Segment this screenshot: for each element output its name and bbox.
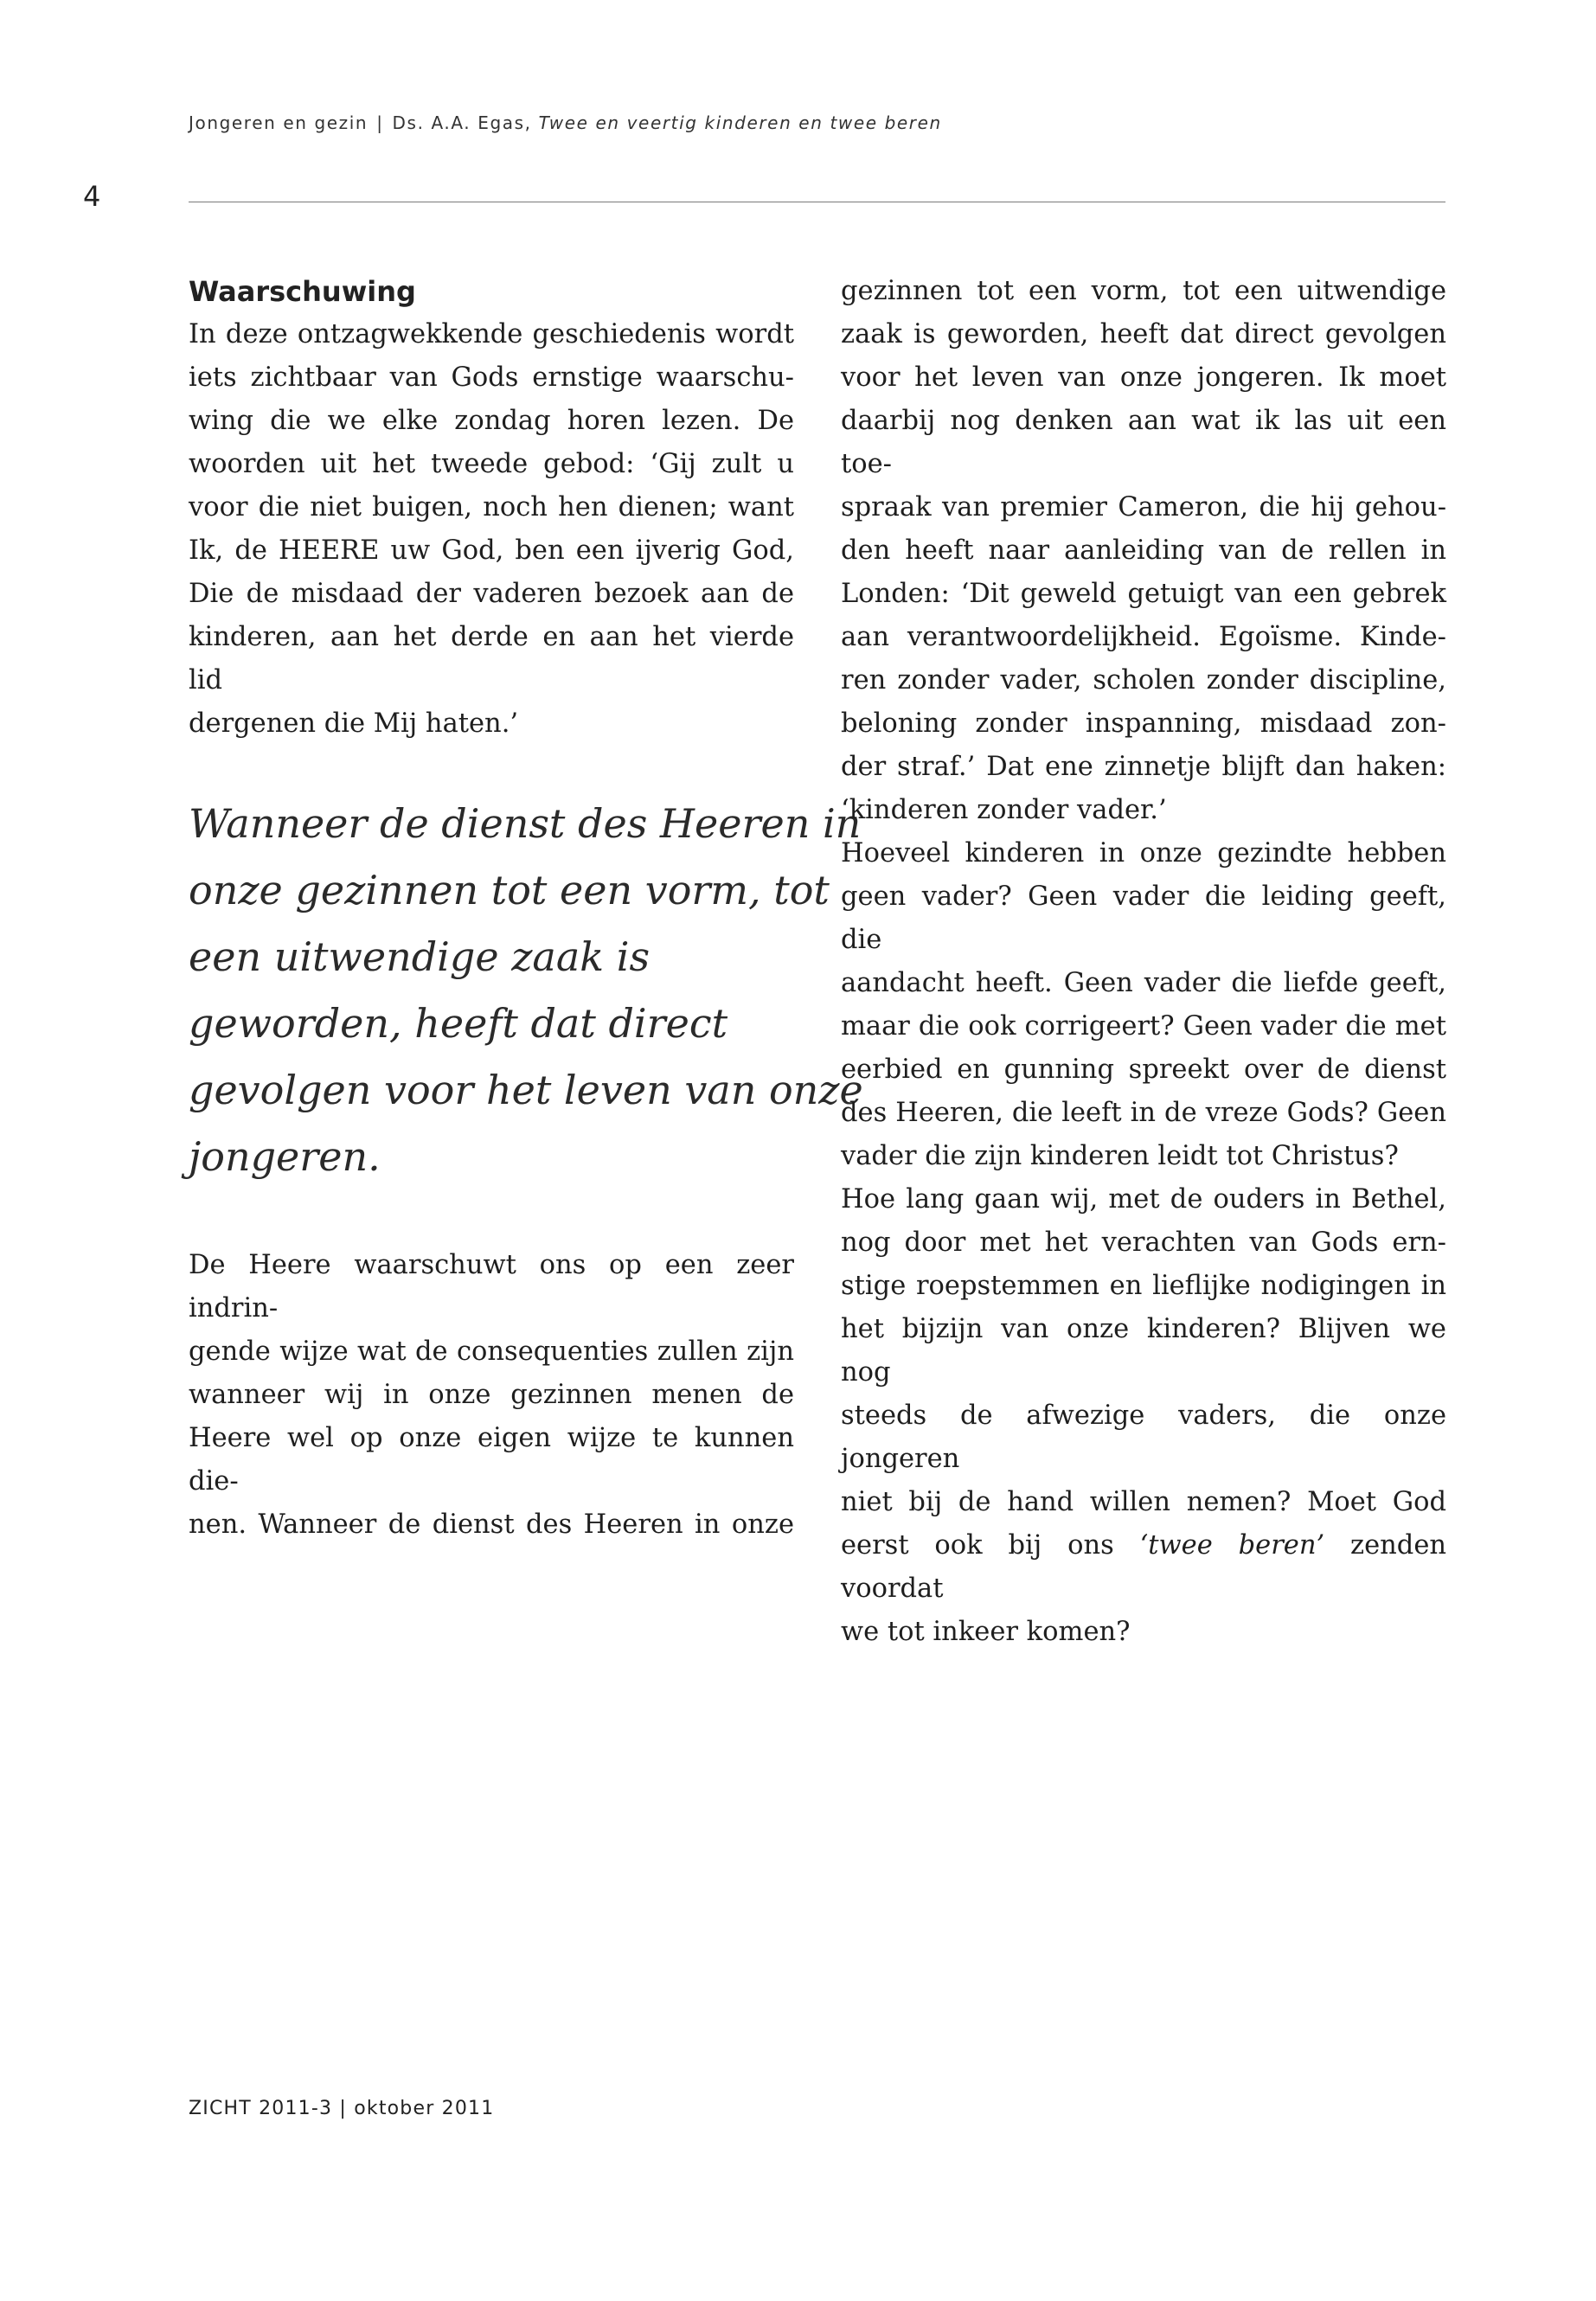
text-line: voor die niet buigen, noch hen dienen; want [189, 492, 794, 522]
text-line: wing die we elke zondag horen lezen. De [189, 406, 794, 436]
text-line: iets zichtbaar van Gods ernstige waarschu- [189, 362, 794, 393]
paragraph-warning [189, 313, 794, 746]
page-number: 4 [83, 180, 101, 213]
pull-quote-line: Wanneer de dienst des Heeren in [189, 800, 862, 847]
footer-issue-info: ZICHT 2011-3 | oktober 2011 [189, 2098, 495, 2119]
pull-quote-line: gevolgen voor het leven van onze [189, 1067, 863, 1113]
pull-quote [189, 791, 863, 1190]
text-line: den heeft naar aanleiding van de rellen in [841, 535, 1446, 566]
pull-quote-line: geworden, heeft dat direct [189, 1000, 728, 1047]
text-line: Heere wel op onze eigen wijze te kunnen die- [189, 1423, 794, 1497]
text-line: Hoe lang gaan wij, met de ouders in Bethel, [841, 1184, 1446, 1215]
text-line: der straf.’ Dat ene zinnetje blijft dan haken: [841, 752, 1446, 782]
text-line: zaak is geworden, heeft dat direct gevolgen [841, 319, 1446, 349]
text-line: Londen: ‘Dit geweld getuigt van een gebrek [841, 579, 1446, 609]
running-head-author: Ds. A.A. Egas, [392, 112, 532, 133]
text-line: gezinnen tot een vorm, tot een uitwendige [841, 276, 1446, 306]
text-line: nen. Wanneer de dienst des Heeren in onze [189, 1509, 794, 1540]
text-line: kinderen, aan het derde en aan het vierde lid [189, 622, 794, 695]
paragraph-consequences [189, 1244, 794, 1547]
left-column [189, 270, 863, 1547]
text-line: gende wijze wat de consequenties zullen zijn [189, 1336, 794, 1367]
right-column [841, 270, 1446, 1654]
text-line: De Heere waarschuwt ons op een zeer indrin- [189, 1250, 794, 1324]
text-line: Hoeveel kinderen in onze gezindte hebben [841, 838, 1446, 868]
running-head-article-title: Twee en veertig kinderen en twee beren [538, 112, 942, 133]
text-line: niet bij de hand willen nemen? Moet God [841, 1487, 1446, 1517]
text-line: aan verantwoordelijkheid. Egoïsme. Kinde- [841, 622, 1446, 652]
text-line: het bijzijn van onze kinderen? Blijven we nog [841, 1314, 1446, 1388]
text-line: voor het leven van onze jongeren. Ik moet [841, 362, 1446, 393]
text-line: beloning zonder inspanning, misdaad zon- [841, 708, 1446, 739]
text-line: Die de misdaad der vaderen bezoek aan de [189, 579, 794, 609]
italic-phrase: ‘twee beren’ [1139, 1530, 1325, 1561]
text-line: aandacht heeft. Geen vader die liefde geeft, [841, 968, 1446, 998]
pull-quote-line: een uitwendige zaak is [189, 933, 651, 980]
text-line-with-italic [841, 1524, 1446, 1611]
text-line: woorden uit het tweede gebod: ‘Gij zult u [189, 449, 794, 479]
text-line: daarbij nog denken aan wat ik las uit een toe- [841, 406, 1446, 479]
text-line: geen vader? Geen vader die leiding geeft, die [841, 881, 1446, 955]
running-head [189, 112, 942, 133]
text-line: we tot inkeer komen? [841, 1617, 1131, 1647]
pull-quote-line: onze gezinnen tot een vorm, tot [189, 867, 830, 913]
section-heading: Waarschuwing [189, 275, 416, 308]
text-line: wanneer wij in onze gezinnen menen de [189, 1380, 794, 1410]
text-line: nog door met het verachten van Gods ern- [841, 1227, 1446, 1258]
text-line: ren zonder vader, scholen zonder discipline, [841, 665, 1446, 695]
text-line: In deze ontzagwekkende geschiedenis wordt [189, 319, 794, 349]
text-line: spraak van premier Cameron, die hij gehou- [841, 492, 1446, 522]
text-line: eerbied en gunning spreekt over de dienst [841, 1054, 1446, 1085]
text-line: vader die zijn kinderen leidt tot Christus? [841, 1141, 1399, 1171]
text-line: des Heeren, die leeft in de vreze Gods? Geen [841, 1098, 1446, 1128]
pull-quote-line: jongeren. [189, 1133, 381, 1180]
text-segment: eerst ook bij ons [841, 1530, 1114, 1561]
text-line: Ik, de HEERE uw God, ben een ijverig God, [189, 535, 794, 566]
text-line: stige roepstemmen en lieflijke nodigingen in [841, 1271, 1446, 1301]
text-line: ‘kinderen zonder vader.’ [841, 795, 1167, 825]
text-line: steeds de afwezige vaders, die onze jongeren [841, 1400, 1446, 1474]
text-line: maar die ook corrigeert? Geen vader die met [841, 1011, 1446, 1042]
text-segment: zenden voordat [841, 1530, 1447, 1604]
running-head-separator: | [376, 112, 384, 133]
running-head-section: Jongeren en gezin [189, 112, 369, 133]
text-line: dergenen die Mij haten.’ [189, 708, 519, 739]
